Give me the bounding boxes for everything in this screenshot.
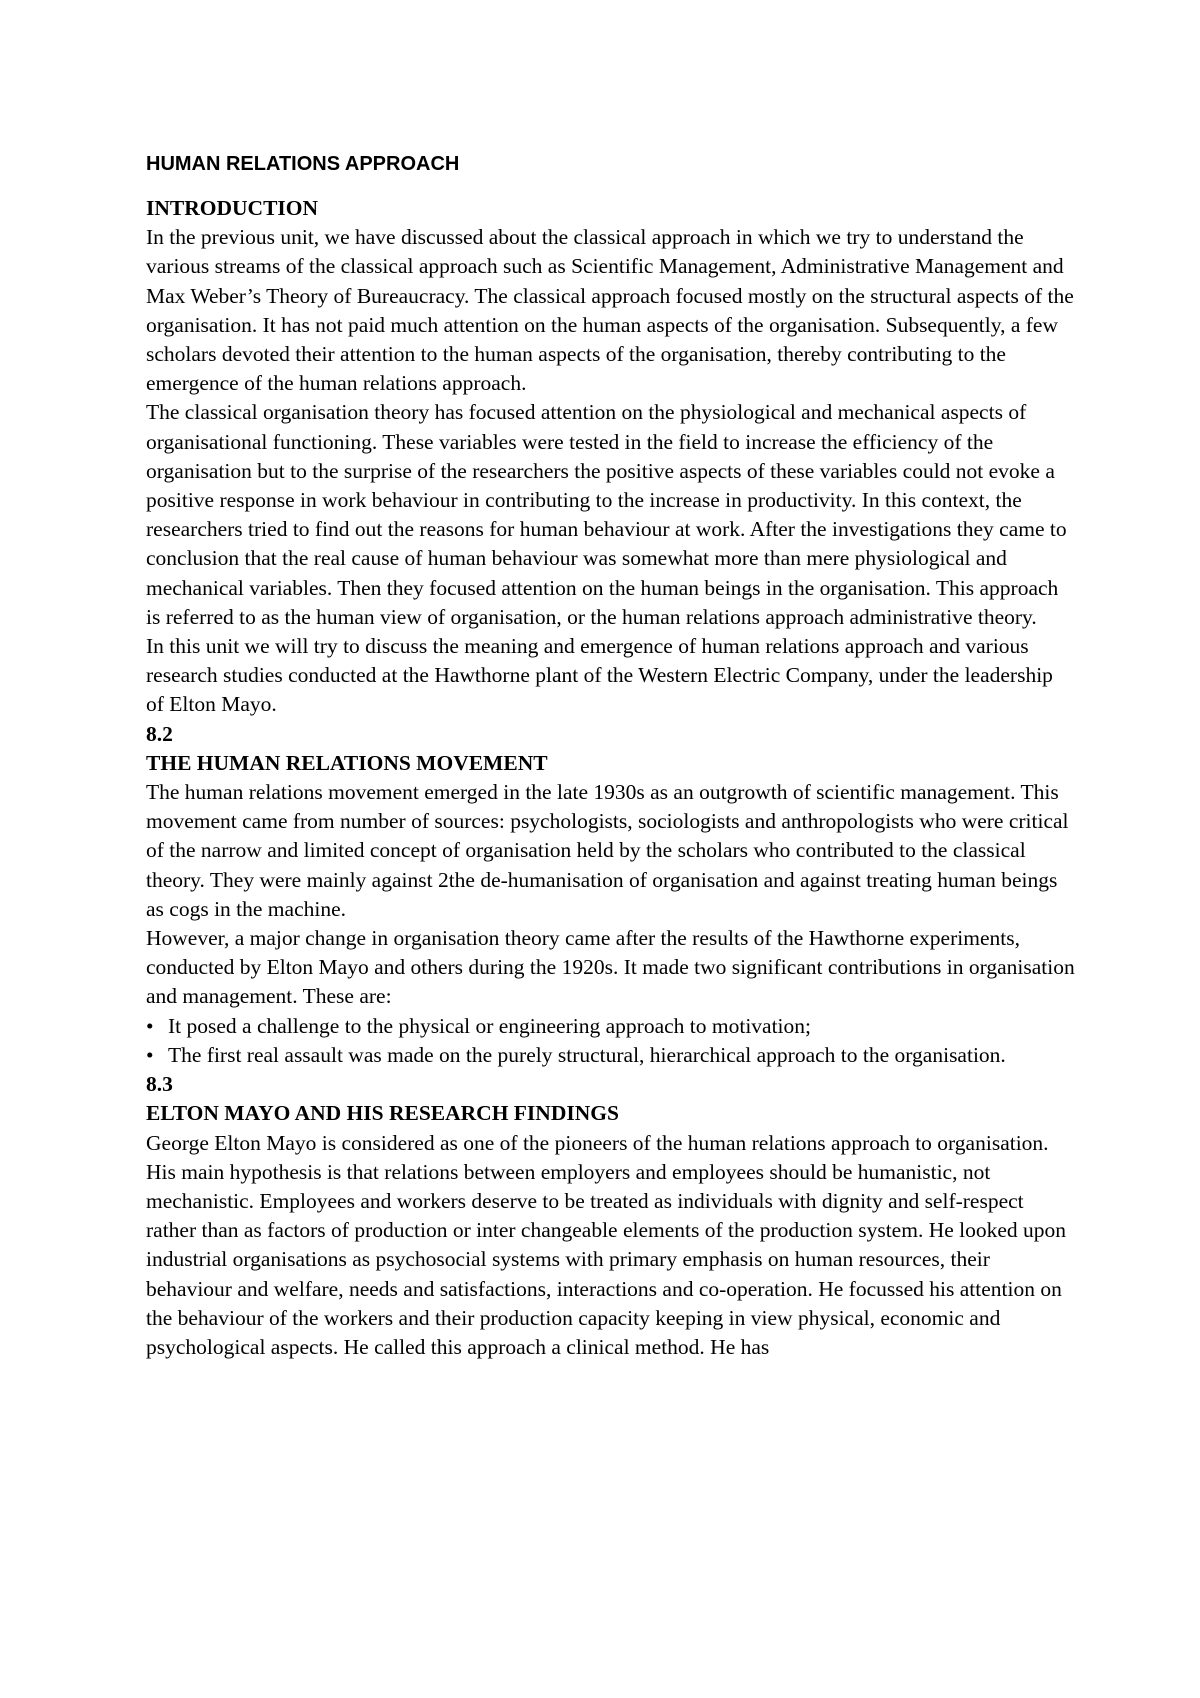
paragraph-intro-1: In the previous unit, we have discussed about the classical approach in which we try to understand the various streams of the classical approach such as Scientific Management, Administrative Management and Max Weber’s Theory of Bureaucracy. The classical approach focused mostly on the structural aspects of the organisation. It has not paid much attention on the human aspects of the organisation. Subsequently, a few scholars devoted their attention to the human aspects of the organisation, thereby contributing to the emergence of the human relations approach.	[146, 225, 1074, 396]
section-number-8-3: 8.3	[146, 1072, 173, 1097]
paragraph-intro-3: In this unit we will try to discuss the meaning and emergence of human relations approach and various research studies conducted at the Hawthorne plant of the Western Electric Company, under the leadership of Elton Mayo.	[146, 634, 1053, 717]
bullet-dot-icon: •	[146, 1042, 154, 1067]
bullet-item	[146, 1041, 1076, 1070]
bullet-item	[146, 1012, 1076, 1041]
section-number-8-2: 8.2	[146, 721, 173, 746]
paragraph-mayo-1: George Elton Mayo is considered as one of the pioneers of the human relations approach to organisation. His main hypothesis is that relations between employers and employees should be humanistic, not mechanistic. Employees and workers deserve to be treated as individuals with dignity and self-respect rather than as factors of production or inter changeable elements of the production system. He looked upon industrial organisations as psychosocial systems with primary emphasis on human resources, their behaviour and welfare, needs and satisfactions, interactions and co-operation. He focussed his attention on the behaviour of the workers and their production capacity keeping in view physical, economic and psychological aspects. He called this approach a clinical method. He has	[146, 1130, 1067, 1359]
section-heading-human-relations-movement: THE HUMAN RELATIONS MOVEMENT	[146, 750, 548, 775]
bullet-dot-icon: •	[146, 1013, 154, 1038]
bullet-text: The first real assault was made on the purely structural, hierarchical approach to the organisation.	[168, 1042, 1006, 1067]
paragraph-intro-2: The classical organisation theory has focused attention on the physiological and mechanical aspects of organisational functioning. These variables were tested in the field to increase the efficiency of the organisation but to the surprise of the researchers the positive aspects of these variables could not evoke a positive response in work behaviour in contributing to the increase in productivity. In this context, the researchers tried to find out the reasons for human behaviour at work. After the investigations they came to conclusion that the real cause of human behaviour was somewhat more than mere physiological and mechanical variables. Then they focused attention on the human beings in the organisation. This approach is referred to as the human view of organisation, or the human relations approach administrative theory.	[146, 400, 1067, 629]
document-title: HUMAN RELATIONS APPROACH	[146, 153, 460, 175]
document-body	[146, 150, 1076, 1362]
bullet-text: It posed a challenge to the physical or engineering approach to motivation;	[168, 1013, 812, 1038]
section-heading-introduction: INTRODUCTION	[146, 196, 319, 220]
section-heading-elton-mayo: ELTON MAYO AND HIS RESEARCH FINDINGS	[146, 1101, 619, 1126]
paragraph-movement-1: The human relations movement emerged in the late 1930s as an outgrowth of scientific management. This movement came from number of sources: psychologists, sociologists and anthropologists who were critical of the narrow and limited concept of organisation held by the scholars who contributed to the classical theory. They were mainly against 2the de-humanisation of organisation and against treating human beings as cogs in the machine.	[146, 780, 1069, 921]
paragraph-movement-2: However, a major change in organisation theory came after the results of the Hawthorne experiments, conducted by Elton Mayo and others during the 1920s. It made two significant contributions in organisation and management. These are:	[146, 926, 1075, 1009]
